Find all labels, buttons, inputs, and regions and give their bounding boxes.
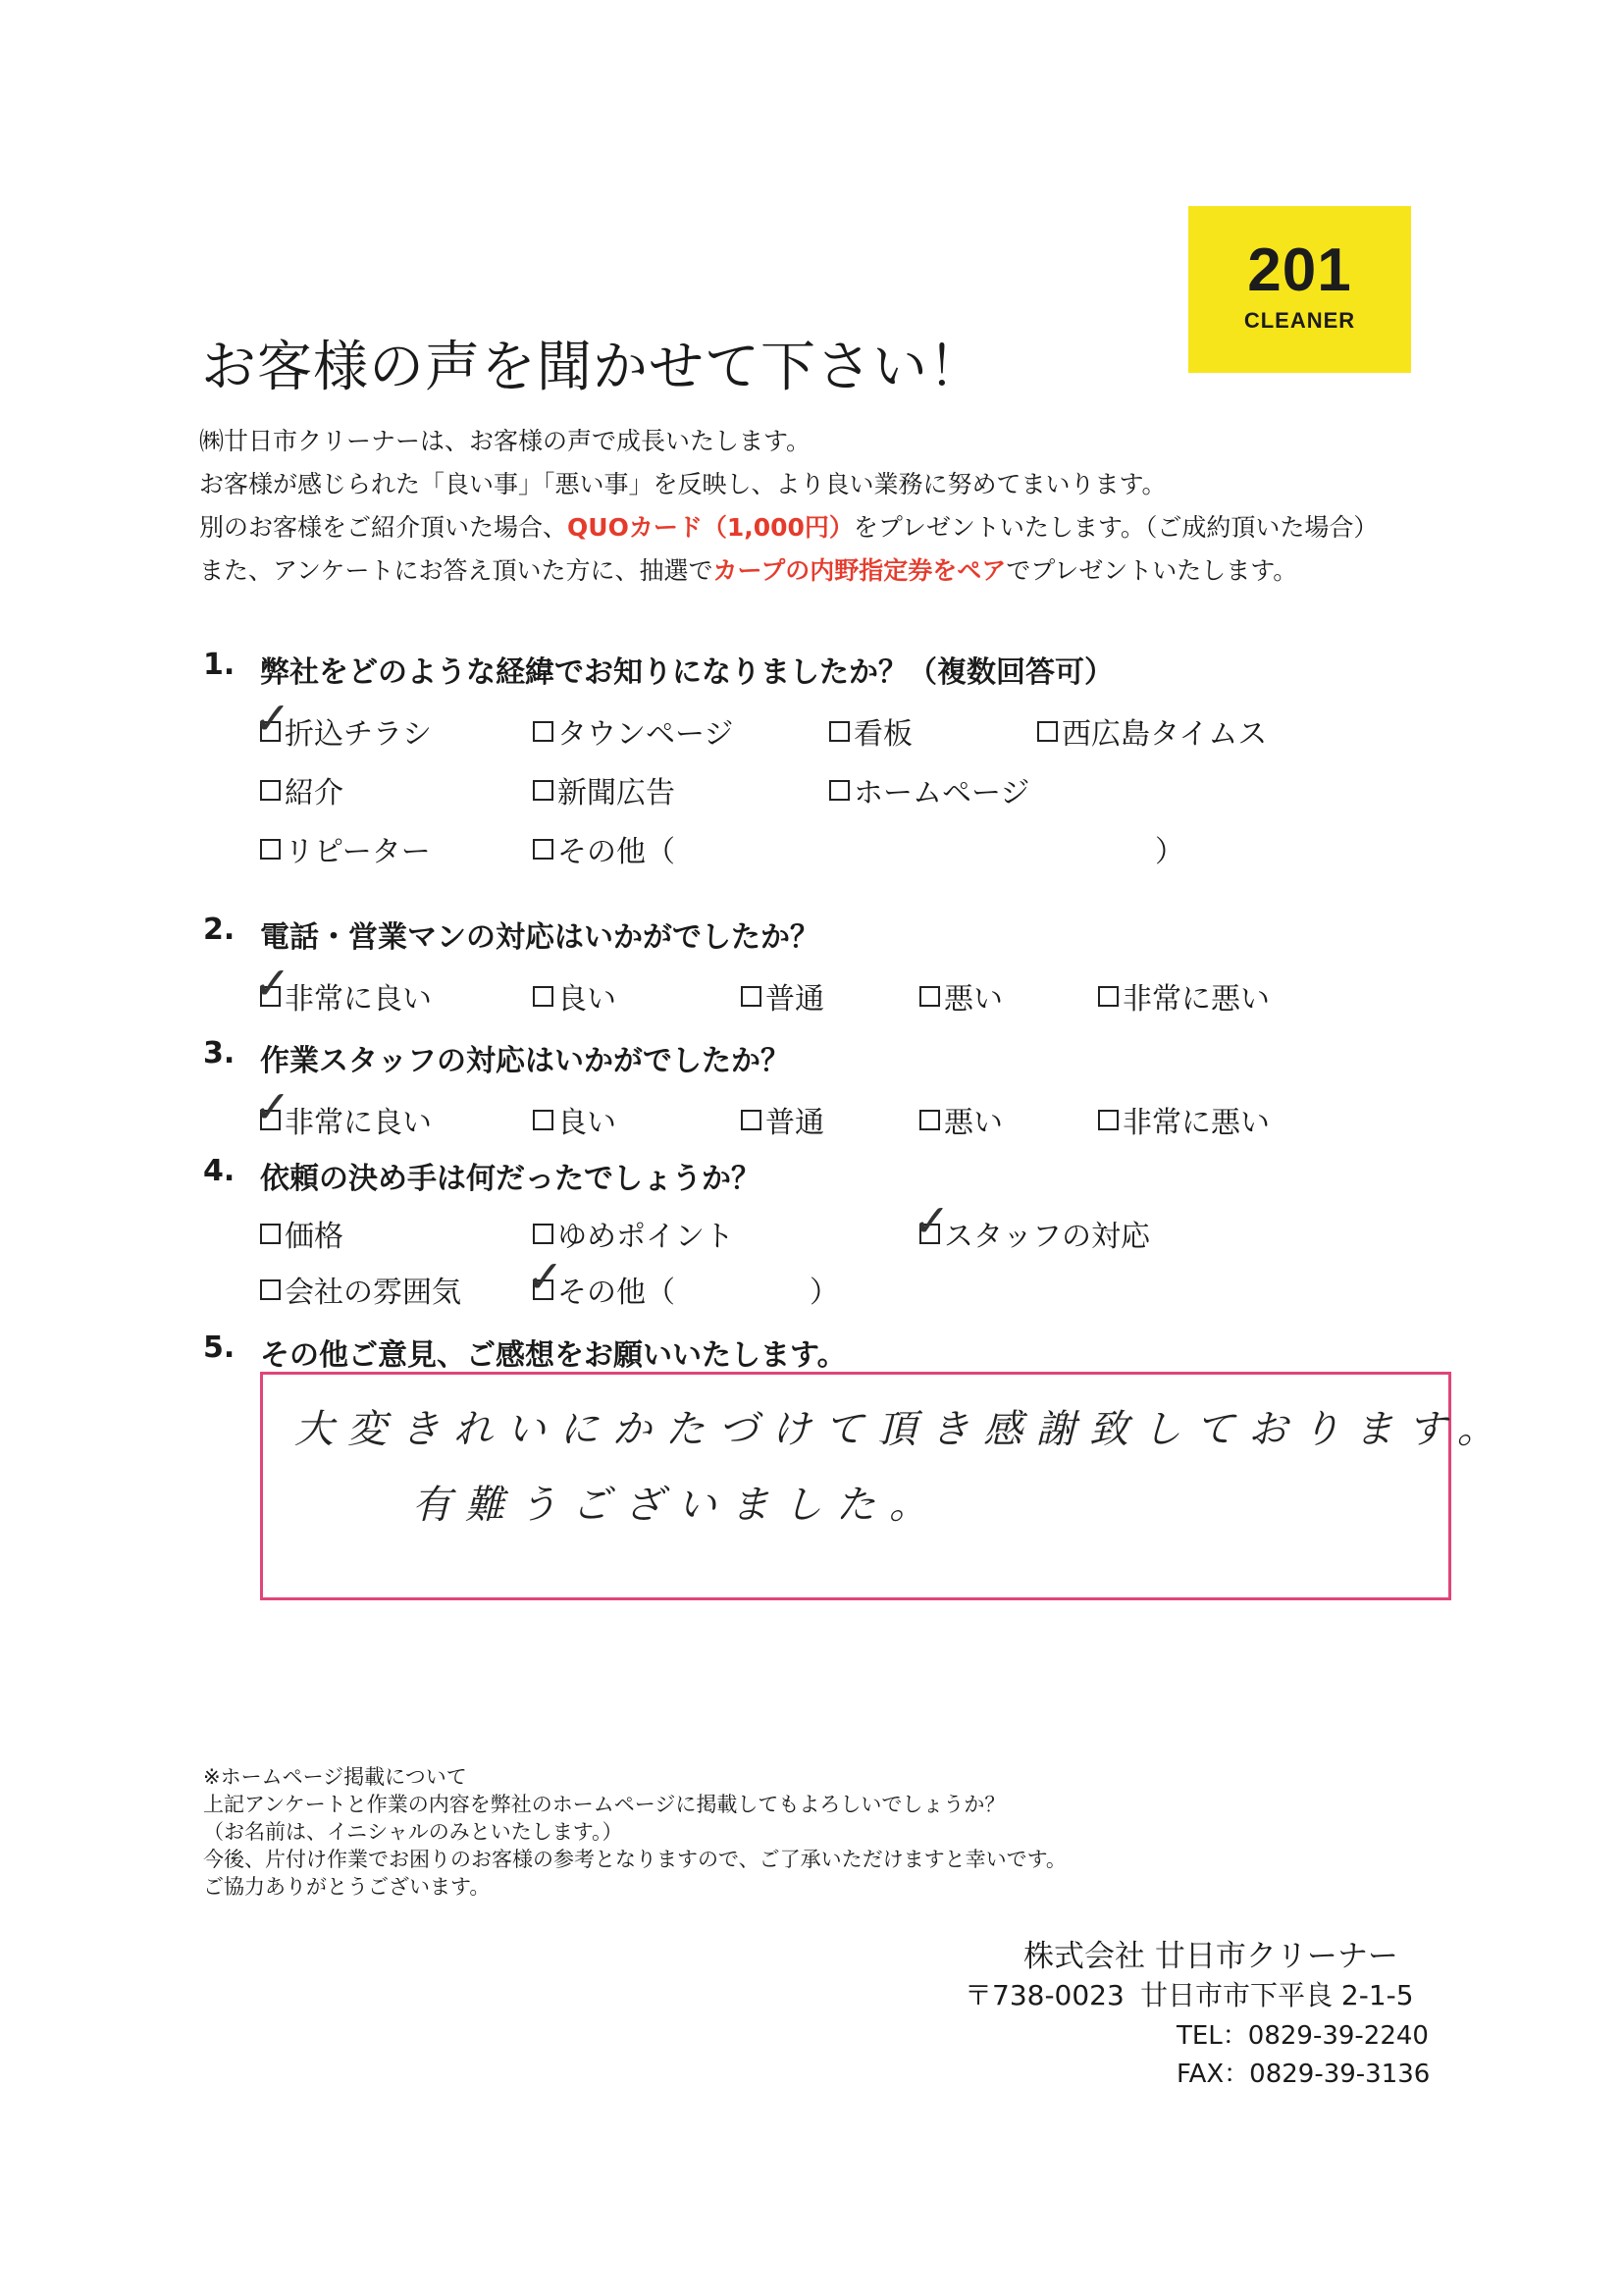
checkbox[interactable] xyxy=(919,1110,940,1130)
intro-line-3 xyxy=(199,508,1378,544)
checkbox[interactable] xyxy=(533,721,553,742)
checkbox[interactable] xyxy=(533,986,553,1007)
q2-option-very-good[interactable]: 非常に良い xyxy=(260,974,432,1018)
intro-line-3-pre: 別のお客様をご紹介頂いた場合、 xyxy=(199,513,568,542)
handwritten-comment-line-2: 有難うございました。 xyxy=(412,1483,942,1528)
q3-option-bad[interactable]: 悪い xyxy=(919,1098,1003,1141)
q1-number: 1. xyxy=(203,648,236,682)
checkbox[interactable] xyxy=(260,1224,281,1244)
checkmark-icon: ✓ xyxy=(253,692,291,745)
checkbox[interactable] xyxy=(533,780,553,801)
company-logo xyxy=(1188,206,1411,373)
page-title: お客様の声を聞かせて下さい！ xyxy=(201,336,984,399)
note-line-4: 今後、片付け作業でお困りのお客様の参考となりますので、ご了承いただけますと幸いです。 xyxy=(203,1848,1067,1871)
checkmark-icon: ✓ xyxy=(253,957,291,1010)
checkbox[interactable] xyxy=(829,780,850,801)
checkbox[interactable] xyxy=(1098,986,1119,1007)
checkbox[interactable] xyxy=(533,1224,553,1244)
q2-option-very-bad[interactable]: 非常に悪い xyxy=(1098,974,1270,1018)
q4-other-close-paren: ） xyxy=(810,1276,839,1310)
q3-option-normal[interactable]: 普通 xyxy=(741,1098,824,1141)
intro-line-4 xyxy=(199,551,1297,587)
q1-option-signboard[interactable]: 看板 xyxy=(829,709,913,753)
intro-line-4-pre: また、アンケートにお答え頂いた方に、抽選で xyxy=(199,556,713,585)
q3-number: 3. xyxy=(203,1036,236,1070)
note-line-1: ※ホームページ掲載について xyxy=(203,1765,467,1789)
q3-option-good[interactable]: 良い xyxy=(533,1098,616,1141)
q4-option-price[interactable]: 価格 xyxy=(260,1212,343,1255)
note-line-5: ご協力ありがとうございます。 xyxy=(203,1875,491,1899)
q2-option-good[interactable]: 良い xyxy=(533,974,616,1018)
q4-option-other[interactable]: その他（ xyxy=(533,1268,675,1311)
q2-option-normal[interactable]: 普通 xyxy=(741,974,824,1018)
q4-option-yume-point[interactable]: ゆめポイント xyxy=(533,1212,734,1255)
checkmark-icon: ✓ xyxy=(253,1080,291,1133)
q1-option-nishihiroshima-times[interactable]: 西広島タイムス xyxy=(1037,709,1267,753)
logo-number: 201 xyxy=(1247,236,1352,304)
checkbox[interactable] xyxy=(533,839,553,860)
note-line-3: （お名前は、イニシャルのみといたします。） xyxy=(203,1820,623,1844)
checkbox[interactable] xyxy=(829,721,850,742)
q4-number: 4. xyxy=(203,1154,236,1188)
q1-other-close-paren: ） xyxy=(1155,835,1184,869)
checkbox[interactable] xyxy=(1037,721,1058,742)
q1-option-newspaper[interactable]: 新聞広告 xyxy=(533,768,675,811)
q1-option-townpage[interactable]: タウンページ xyxy=(533,709,733,753)
company-name: 株式会社 廿日市クリーナー xyxy=(1023,1939,1398,1974)
q2-question: 電話・営業マンの対応はいかがでしたか？ xyxy=(260,920,819,955)
checkbox[interactable] xyxy=(741,1110,761,1130)
q4-question: 依頼の決め手は何だったでしょうか？ xyxy=(260,1162,760,1196)
checkmark-icon: ✓ xyxy=(913,1194,951,1247)
q3-question: 作業スタッフの対応はいかがでしたか？ xyxy=(260,1044,790,1078)
company-tel: TEL：0829-39-2240 xyxy=(1177,2021,1429,2051)
checkbox[interactable] xyxy=(260,780,281,801)
company-fax: FAX：0829-39-3136 xyxy=(1177,2060,1431,2089)
carp-ticket-highlight: カープの内野指定券をペア xyxy=(712,556,1007,585)
q1-option-other[interactable]: その他（ xyxy=(533,827,675,870)
q3-option-very-good[interactable]: 非常に良い xyxy=(260,1098,432,1141)
handwritten-comment-line-1: 大変きれいにかたづけて頂き感謝致しております。 xyxy=(294,1407,1510,1452)
checkmark-icon: ✓ xyxy=(526,1250,564,1303)
checkbox[interactable] xyxy=(533,1110,553,1130)
intro-line-3-post: をプレゼントいたします。（ご成約頂いた場合） xyxy=(853,513,1379,542)
q1-option-referral[interactable]: 紹介 xyxy=(260,768,343,811)
company-postal: 〒738-0023 xyxy=(965,1979,1125,2011)
q2-number: 2. xyxy=(203,913,236,947)
checkbox[interactable] xyxy=(741,986,761,1007)
q1-option-repeater[interactable]: リピーター xyxy=(260,827,431,870)
intro-line-4-post: でプレゼントいたします。 xyxy=(1006,556,1298,585)
quo-card-highlight: QUOカード（1,000円） xyxy=(567,513,854,542)
logo-word: CLEANER xyxy=(1243,308,1356,333)
note-line-2: 上記アンケートと作業の内容を弊社のホームページに掲載してもよろしいでしょうか？ xyxy=(203,1793,1006,1816)
q2-option-bad[interactable]: 悪い xyxy=(919,974,1003,1018)
checkbox[interactable] xyxy=(260,1279,281,1300)
q4-option-staff[interactable]: スタッフの対応 xyxy=(919,1212,1150,1255)
q3-option-very-bad[interactable]: 非常に悪い xyxy=(1098,1098,1270,1141)
intro-line-1: ㈱廿日市クリーナーは、お客様の声で成長いたします。 xyxy=(199,427,812,455)
company-address: 廿日市市下平良 2-1-5 xyxy=(1140,1979,1414,2011)
intro-line-2: お客様が感じられた「良い事」「悪い事」を反映し、より良い業務に努めてまいります。 xyxy=(199,470,1167,498)
checkbox[interactable] xyxy=(1098,1110,1119,1130)
q5-number: 5. xyxy=(203,1331,236,1365)
q1-question: 弊社をどのような経緯でお知りになりましたか？（複数回答可） xyxy=(260,655,1114,690)
checkbox[interactable] xyxy=(260,839,281,860)
q1-option-flyer[interactable]: 折込チラシ xyxy=(260,709,432,753)
q5-question: その他ご意見、ご感想をお願いいたします。 xyxy=(260,1338,847,1373)
checkbox[interactable] xyxy=(919,986,940,1007)
q1-option-homepage[interactable]: ホームページ xyxy=(829,768,1029,811)
q4-option-atmosphere[interactable]: 会社の雰囲気 xyxy=(260,1268,461,1311)
